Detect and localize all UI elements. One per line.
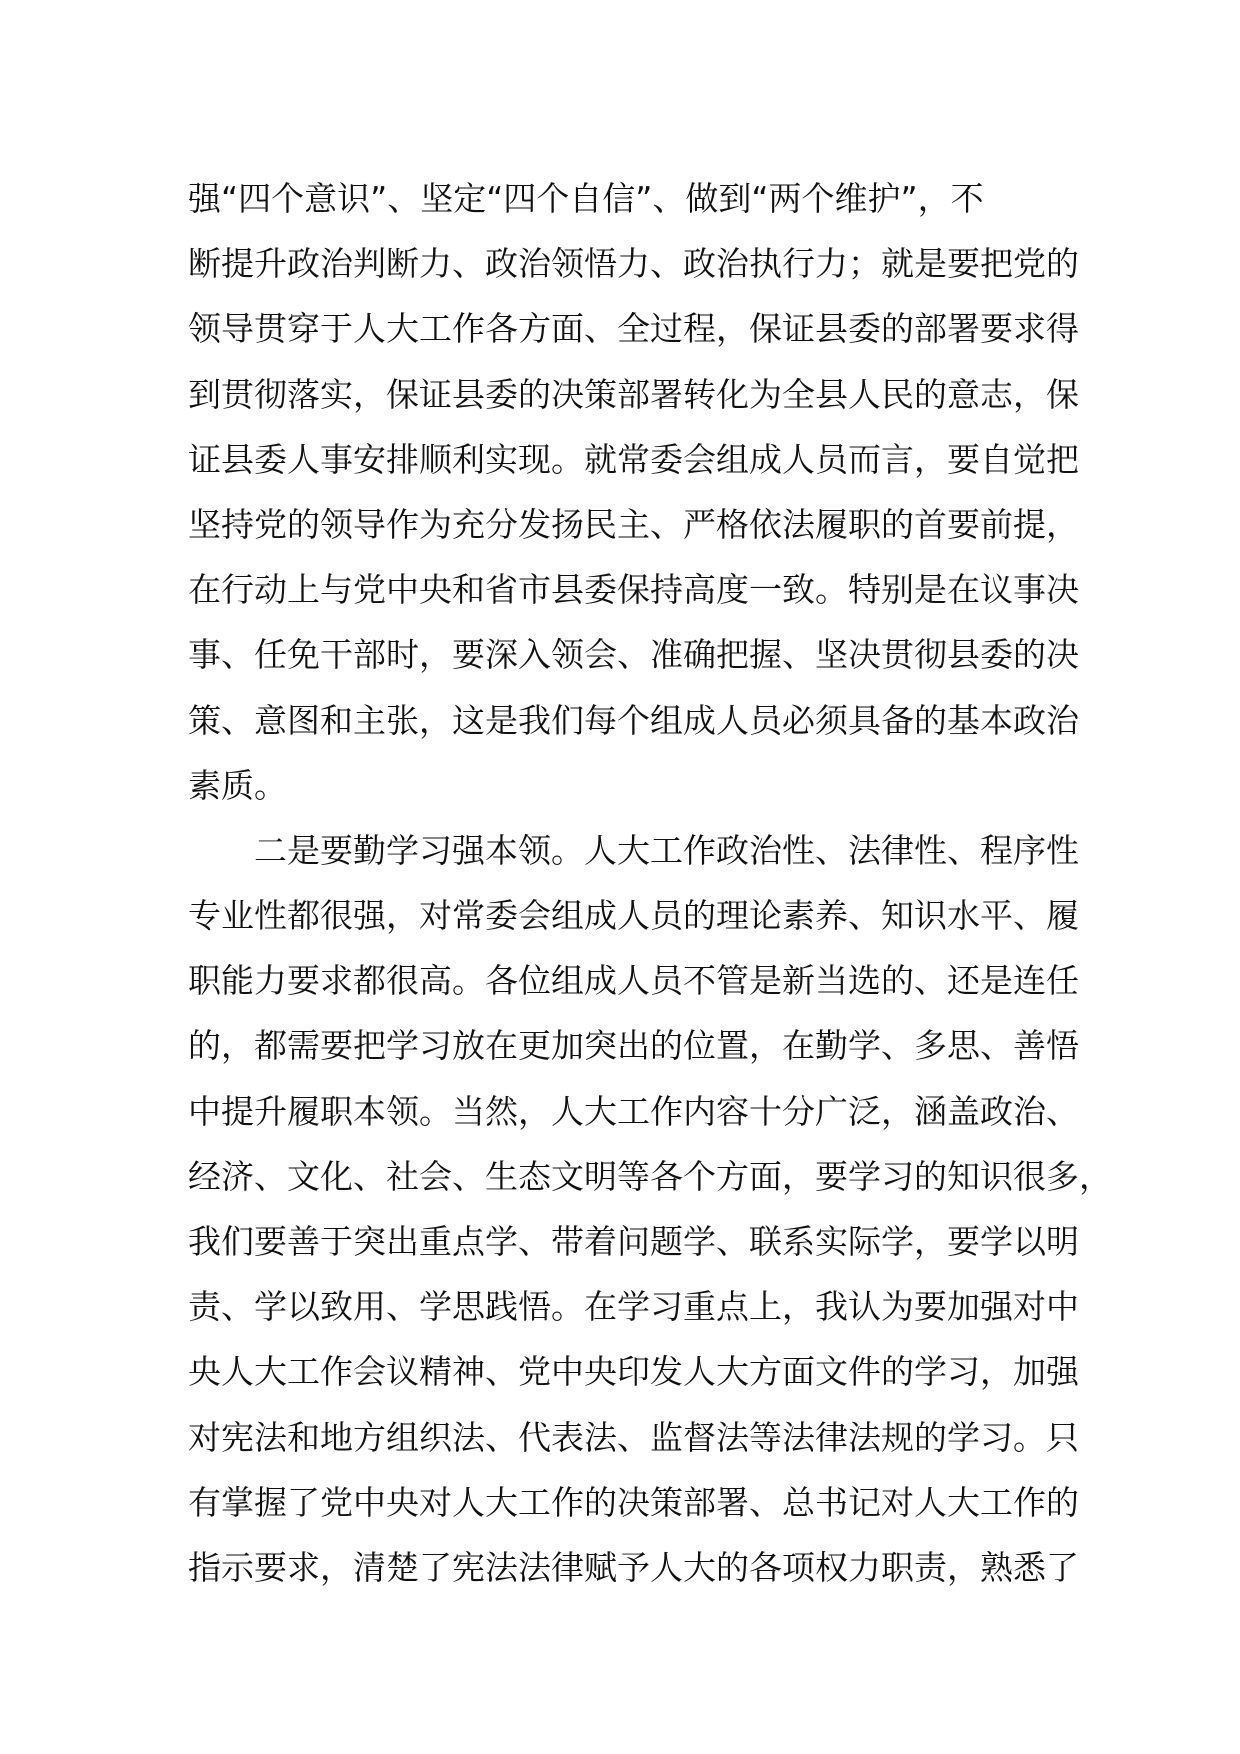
text-line: 中提升履职本领。当然，人大工作内容十分广泛，涵盖政治、 [188,1091,1079,1131]
text-line: 断提升政治判断力、政治领悟力、政治执行力；就是要把党的 [188,244,1079,284]
text-line: 的，都需要把学习放在更加突出的位置，在勤学、多思、善悟 [188,1026,1079,1066]
text-line: 指示要求，清楚了宪法法律赋予人大的各项权力职责，熟悉了 [188,1547,1079,1587]
text-line: 职能力要求都很高。各位组成人员不管是新当选的、还是连任 [188,961,1079,1001]
text-line: 责、学以致用、学思践悟。在学习重点上，我认为要加强对中 [188,1287,1079,1327]
text-line: 在行动上与党中央和省市县委保持高度一致。特别是在议事决 [188,570,1079,610]
text-line: 央人大工作会议精神、党中央印发人大方面文件的学习，加强 [188,1352,1079,1392]
text-line: 经济、文化、社会、生态文明等各个方面，要学习的知识很多， [188,1156,1112,1196]
body-text [188,166,1112,1600]
text-line: 事、任免干部时，要深入领会、准确把握、坚决贯彻县委的决 [188,635,1079,675]
text-line: 策、意图和主张，这是我们每个组成人员必须具备的基本政治 [188,700,1079,740]
paragraph-start-line: 二是要勤学习强本领。人大工作政治性、法律性、程序性 [188,830,1079,870]
text-line: 专业性都很强，对常委会组成人员的理论素养、知识水平、履 [188,896,1079,936]
text-line: 领导贯穿于人大工作各方面、全过程，保证县委的部署要求得 [188,309,1079,349]
text-line: 强“四个意识”、坚定“四个自信”、做到“两个维护”，不 [188,179,984,218]
text-line: 坚持党的领导作为充分发扬民主、严格依法履职的首要前提， [188,504,1079,544]
text-line: 到贯彻落实，保证县委的决策部署转化为全县人民的意志，保 [188,374,1079,414]
text-line: 证县委人事安排顺利实现。就常委会组成人员而言，要自觉把 [188,439,1079,479]
text-line: 有掌握了党中央对人大工作的决策部署、总书记对人大工作的 [188,1482,1079,1522]
text-line: 对宪法和地方组织法、代表法、监督法等法律法规的学习。只 [188,1417,1079,1457]
text-line: 素质。 [188,765,287,805]
text-line: 我们要善于突出重点学、带着问题学、联系实际学，要学以明 [188,1222,1079,1261]
